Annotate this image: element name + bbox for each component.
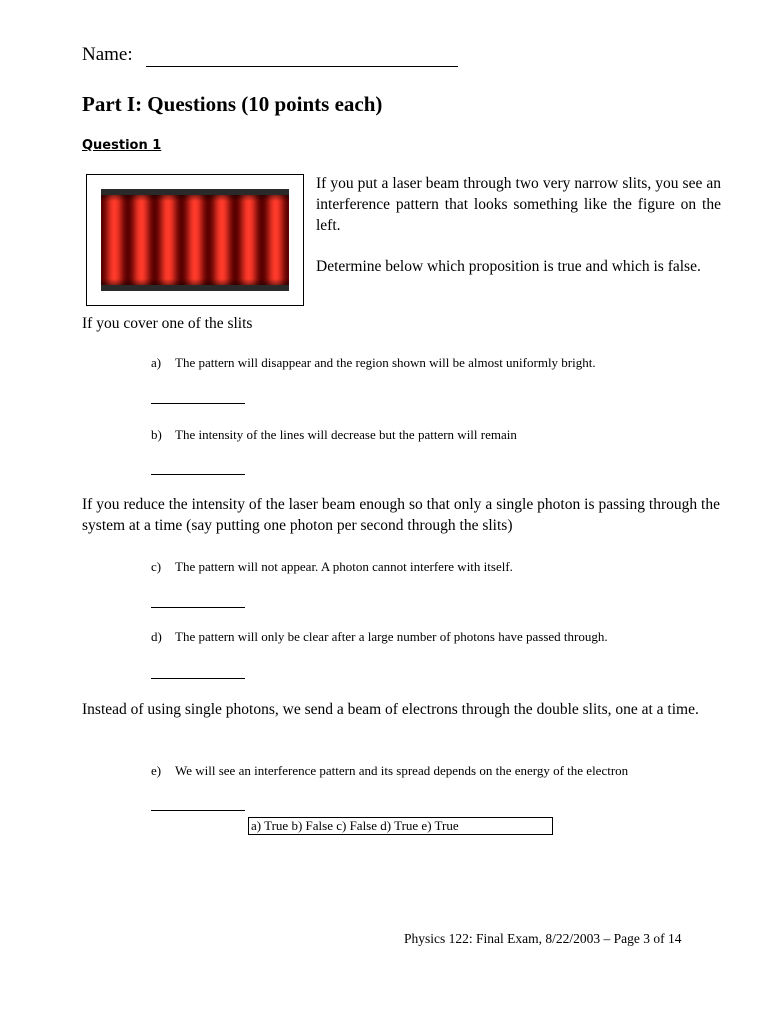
option-b — [151, 427, 517, 443]
intro-paragraph: If you put a laser beam through two very narrow slits, you see an interference pattern that looks something like the figure on the left. — [316, 175, 721, 234]
answer-blank-e[interactable] — [151, 810, 245, 811]
instruction-paragraph: Determine below which proposition is true and which is false. — [316, 258, 701, 275]
option-e — [151, 763, 628, 779]
option-letter: b) — [151, 427, 162, 442]
answer-blank-d[interactable] — [151, 678, 245, 679]
option-text: The pattern will not appear. A photon cannot interfere with itself. — [175, 559, 513, 574]
option-d — [151, 629, 608, 645]
option-text: The intensity of the lines will decrease but the pattern will remain — [175, 427, 517, 442]
option-a — [151, 355, 596, 371]
option-text: We will see an interference pattern and its spread depends on the energy of the electron — [175, 763, 629, 778]
option-text: The pattern will disappear and the region shown will be almost uniformly bright. — [175, 355, 596, 370]
option-text: The pattern will only be clear after a large number of photons have passed through. — [175, 629, 608, 644]
cover-slit-lead: If you cover one of the slits — [82, 315, 253, 332]
fringe-top-border — [101, 189, 289, 195]
option-letter: d) — [151, 629, 162, 644]
fringe-edge-shade — [101, 189, 289, 291]
question-heading: Question 1 — [82, 138, 162, 153]
part-title: Part I: Questions (10 points each) — [82, 92, 383, 116]
fringe-bottom-border — [101, 285, 289, 291]
interference-pattern-image — [101, 189, 289, 291]
option-c — [151, 559, 513, 575]
interference-figure — [86, 174, 304, 306]
option-letter: c) — [151, 559, 162, 574]
page-footer: Physics 122: Final Exam, 8/22/2003 – Page 3 of 14 — [404, 931, 682, 946]
electron-beam-lead: Instead of using single photons, we send a beam of electrons through the double slits, one at a time. — [82, 701, 699, 718]
option-letter: e) — [151, 763, 162, 778]
answer-blank-a[interactable] — [151, 403, 245, 404]
answer-blank-c[interactable] — [151, 607, 245, 608]
option-letter: a) — [151, 355, 162, 370]
answer-key-box: a) True b) False c) False d) True e) True — [248, 817, 553, 835]
name-blank-line[interactable] — [146, 66, 458, 67]
answer-blank-b[interactable] — [151, 474, 245, 475]
name-label: Name: — [82, 44, 133, 65]
single-photon-lead: If you reduce the intensity of the laser beam enough so that only a single photon is passing through the system at a time (say putting one photon per second through the slits) — [82, 496, 720, 534]
